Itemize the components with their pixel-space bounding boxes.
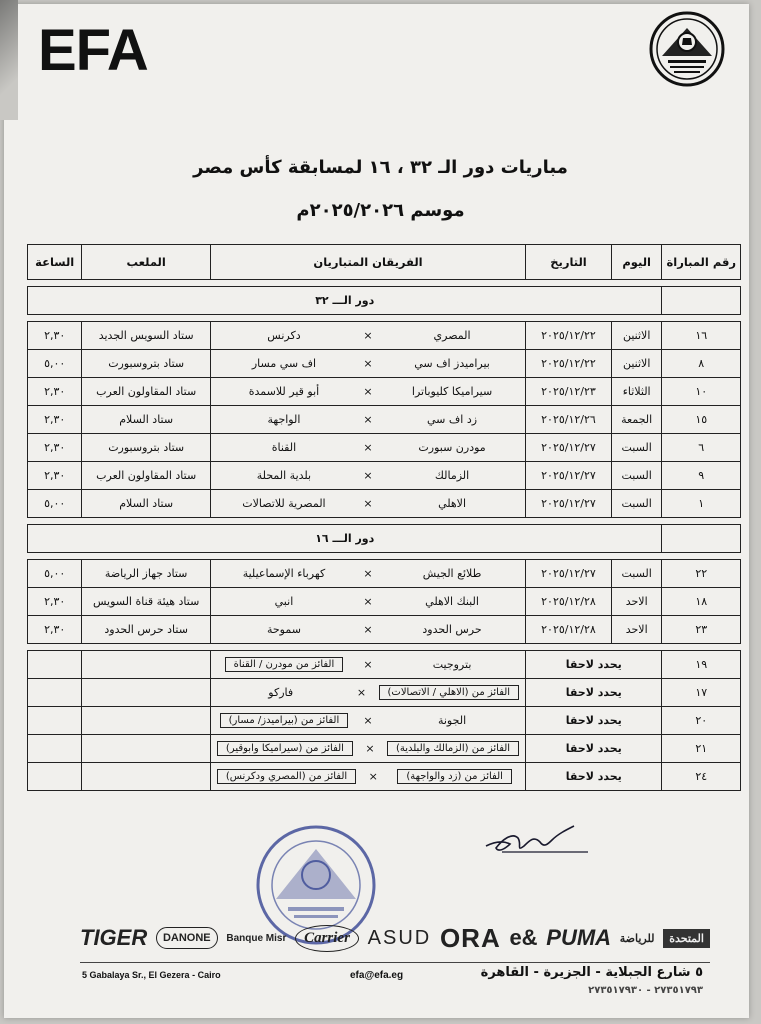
header-time: الساعة — [28, 245, 82, 280]
home-team — [379, 413, 525, 426]
home-team — [384, 769, 525, 784]
home-team — [379, 714, 525, 727]
match-day: الثلاثاء — [611, 378, 662, 406]
match-day: السبت — [611, 462, 662, 490]
teams-cell — [210, 616, 525, 644]
teams-cell — [210, 378, 525, 406]
away-team — [211, 567, 357, 580]
home-team — [379, 469, 525, 482]
match-day: السبت — [611, 490, 662, 518]
match-number: ١٩ — [662, 651, 741, 679]
match-number: ١ — [662, 490, 741, 518]
away-team — [211, 713, 357, 728]
table-row — [28, 378, 741, 406]
away-team-name: الفائز من (المصري ودكرنس) — [217, 769, 356, 784]
teams-cell — [210, 679, 525, 707]
match-day: السبت — [611, 434, 662, 462]
stadium-empty — [82, 763, 211, 791]
match-number: ٢٤ — [662, 763, 741, 791]
match-number: ٢٢ — [662, 560, 741, 588]
match-date: ٢٠٢٥/١٢/٢٦ — [526, 406, 612, 434]
round-32-heading-row — [28, 287, 741, 315]
away-team — [211, 469, 357, 482]
table-row — [28, 322, 741, 350]
away-team-name: اف سي مسار — [251, 357, 317, 370]
header-date: التاريخ — [526, 245, 612, 280]
sponsor-mottahida: المتحدة — [663, 929, 710, 948]
versus-mark: × — [363, 469, 373, 482]
stadium-empty — [82, 651, 211, 679]
versus-mark: × — [363, 357, 373, 370]
away-team — [211, 686, 351, 699]
home-team-name: بيراميدز اف سي — [414, 357, 490, 370]
match-date: ٢٠٢٥/١٢/٢٧ — [526, 434, 612, 462]
table-row — [28, 406, 741, 434]
kickoff-time: ٢,٣٠ — [28, 378, 82, 406]
round-16-rows — [28, 560, 741, 644]
round-32-rows — [28, 322, 741, 518]
sponsor-danone: DANONE — [156, 927, 218, 949]
footer-divider — [80, 962, 710, 963]
sponsor-ora: ORA — [439, 922, 501, 953]
table-row — [28, 735, 741, 763]
home-team — [379, 497, 525, 510]
match-day: الاثنين — [611, 322, 662, 350]
kickoff-time: ٥,٠٠ — [28, 350, 82, 378]
table-row — [28, 490, 741, 518]
teams-cell — [210, 560, 525, 588]
home-team-name: سيراميكا كليوباترا — [411, 385, 493, 398]
versus-mark: × — [365, 742, 375, 755]
tbd-rows — [28, 651, 741, 791]
kickoff-time: ٥,٠٠ — [28, 490, 82, 518]
kickoff-time: ٥,٠٠ — [28, 560, 82, 588]
table-row — [28, 763, 741, 791]
teams-cell — [210, 406, 525, 434]
away-team — [211, 595, 357, 608]
away-team — [211, 385, 357, 398]
table-row — [28, 679, 741, 707]
home-team-name: بتروجيت — [432, 658, 472, 671]
match-day: الاثنين — [611, 350, 662, 378]
kickoff-time-empty — [28, 735, 82, 763]
sponsor-banque-misr: Banque Misr — [226, 932, 287, 944]
table-row — [28, 651, 741, 679]
sponsor-etisalat: e& — [509, 925, 538, 950]
away-team — [211, 769, 362, 784]
match-day: السبت — [611, 560, 662, 588]
kickoff-time: ٢,٣٠ — [28, 616, 82, 644]
away-team — [211, 741, 359, 756]
match-number: ١٠ — [662, 378, 741, 406]
match-number: ١٧ — [662, 679, 741, 707]
stadium-empty — [82, 735, 211, 763]
table-row — [28, 560, 741, 588]
home-team-name: الجونة — [437, 714, 467, 727]
home-team — [379, 329, 525, 342]
home-team — [379, 623, 525, 636]
match-date: ٢٠٢٥/١٢/٢٢ — [526, 350, 612, 378]
table-header-row — [28, 245, 741, 280]
match-number: ٢١ — [662, 735, 741, 763]
versus-mark: × — [368, 770, 378, 783]
away-team-name: الفائز من (سيراميكا وابوقير) — [217, 741, 353, 756]
home-team-name: الزمالك — [434, 469, 470, 482]
away-team-name: الفائز من (بيراميدز/ مسار) — [220, 713, 349, 728]
kickoff-time-empty — [28, 707, 82, 735]
match-day: الاحد — [611, 616, 662, 644]
versus-mark: × — [363, 497, 373, 510]
kickoff-time: ٢,٣٠ — [28, 434, 82, 462]
home-team — [381, 741, 525, 756]
versus-mark: × — [363, 595, 373, 608]
stadium: ستاد جهاز الرياضة — [82, 560, 211, 588]
sponsor-suzuki: ASUD — [367, 926, 432, 949]
match-date: ٢٠٢٥/١٢/٢٧ — [526, 462, 612, 490]
match-day-tbd: يحدد لاحقا — [526, 679, 662, 707]
federation-emblem-icon — [648, 10, 726, 88]
home-team — [379, 385, 525, 398]
sponsor-tiger: TIGER — [80, 925, 148, 950]
page-title: مباريات دور الـ ٣٢ ، ١٦ لمسابقة كأس مصر — [193, 157, 568, 178]
match-day: الاحد — [611, 588, 662, 616]
footer-address-en: 5 Gabalaya Sr., El Gezera - Cairo — [82, 970, 221, 980]
table-row — [28, 434, 741, 462]
match-number: ٨ — [662, 350, 741, 378]
away-team — [211, 357, 357, 370]
footer-email-link[interactable]: efa@efa.eg — [350, 970, 404, 981]
header-day: اليوم — [611, 245, 662, 280]
table-row — [28, 588, 741, 616]
sponsor-carrier: Carrier — [295, 925, 359, 952]
away-team-name: الفائز من مودرن / القناة — [225, 657, 344, 672]
signature — [482, 822, 592, 862]
header-teams: الفريقان المتباريان — [210, 245, 525, 280]
away-team-name: دكرنس — [267, 329, 301, 342]
kickoff-time: ٢,٣٠ — [28, 588, 82, 616]
home-team-name: الفائز من (زد والواجهة) — [397, 769, 512, 784]
home-team — [379, 441, 525, 454]
home-team-name: الفائز من (الاهلي / الاتصالات) — [379, 685, 520, 700]
teams-cell — [210, 735, 525, 763]
match-number: ٦ — [662, 434, 741, 462]
home-team-name: حرس الحدود — [422, 623, 482, 636]
header-match-no: رقم المباراة — [662, 245, 741, 280]
away-team-name: الواجهة — [267, 413, 301, 426]
match-number: ٩ — [662, 462, 741, 490]
table-row — [28, 707, 741, 735]
home-team — [379, 595, 525, 608]
away-team-name: انبي — [274, 595, 294, 608]
teams-cell — [210, 707, 525, 735]
kickoff-time-empty — [28, 651, 82, 679]
home-team-name: مودرن سبورت — [418, 441, 486, 454]
stadium: ستاد بتروسبورت — [82, 434, 211, 462]
round-16-label: دور الـــ ١٦ — [28, 525, 662, 553]
teams-cell — [210, 350, 525, 378]
season-subtitle: موسم ٢٠٢٥/٢٠٢٦م — [296, 200, 465, 221]
stadium: ستاد هيئة قناة السويس — [82, 588, 211, 616]
table-row — [28, 616, 741, 644]
teams-cell — [210, 763, 525, 791]
match-day-tbd: يحدد لاحقا — [526, 707, 662, 735]
sponsor-strip — [80, 918, 710, 958]
round-32-label: دور الـــ ٣٢ — [28, 287, 662, 315]
away-team-name: بلدية المحلة — [256, 469, 312, 482]
header-stadium: الملعب — [82, 245, 211, 280]
stadium: ستاد بتروسبورت — [82, 350, 211, 378]
match-day: الجمعة — [611, 406, 662, 434]
versus-mark: × — [363, 385, 373, 398]
away-team — [211, 497, 357, 510]
versus-mark: × — [363, 658, 373, 671]
footer-phone: ٢٧٣٥١٧٩٣ - ٢٧٣٥١٧٩٣٠ — [588, 985, 703, 996]
kickoff-time: ٢,٣٠ — [28, 462, 82, 490]
versus-mark: × — [363, 413, 373, 426]
teams-cell — [210, 490, 525, 518]
home-team-name: الاهلي — [438, 497, 467, 510]
match-day-tbd: يحدد لاحقا — [526, 735, 662, 763]
away-team-name: كهرباء الإسماعيلية — [242, 567, 326, 580]
teams-cell — [210, 588, 525, 616]
away-team-name: فاركو — [268, 686, 294, 699]
stadium: ستاد المقاولون العرب — [82, 462, 211, 490]
versus-mark: × — [363, 329, 373, 342]
versus-mark: × — [356, 686, 367, 699]
away-team-name: القناة — [271, 441, 297, 454]
match-day-tbd: يحدد لاحقا — [526, 651, 662, 679]
versus-mark: × — [363, 623, 373, 636]
teams-cell — [210, 322, 525, 350]
sponsor-sport: للرياضة — [619, 932, 655, 945]
teams-cell — [210, 651, 525, 679]
away-team — [211, 413, 357, 426]
away-team-name: المصرية للاتصالات — [242, 497, 326, 510]
away-team-name: أبو قير للاسمدة — [248, 385, 320, 398]
away-team — [211, 657, 357, 672]
away-team — [211, 441, 357, 454]
home-team — [379, 567, 525, 580]
stadium: ستاد السلام — [82, 490, 211, 518]
match-number: ١٥ — [662, 406, 741, 434]
schedule-table — [27, 244, 741, 791]
table-row — [28, 350, 741, 378]
home-team — [379, 658, 525, 671]
teams-cell — [210, 434, 525, 462]
home-team-name: طلائع الجيش — [422, 567, 482, 580]
match-date: ٢٠٢٥/١٢/٢٨ — [526, 616, 612, 644]
away-team-name: سموحة — [266, 623, 301, 636]
versus-mark: × — [363, 714, 373, 727]
round-16-heading-row — [28, 525, 741, 553]
match-day-tbd: يحدد لاحقا — [526, 763, 662, 791]
stadium-empty — [82, 679, 211, 707]
stadium: ستاد السويس الجديد — [82, 322, 211, 350]
page-shadow — [0, 0, 18, 120]
home-team-name: زد اف سي — [427, 413, 478, 426]
match-date: ٢٠٢٥/١٢/٢٣ — [526, 378, 612, 406]
teams-cell — [210, 462, 525, 490]
match-date: ٢٠٢٥/١٢/٢٧ — [526, 560, 612, 588]
match-date: ٢٠٢٥/١٢/٢٢ — [526, 322, 612, 350]
home-team — [373, 685, 526, 700]
home-team — [379, 357, 525, 370]
efa-logo: EFA — [38, 18, 148, 83]
sponsor-puma: PUMA — [546, 925, 612, 950]
table-row — [28, 462, 741, 490]
home-team-name: البنك الاهلي — [425, 595, 479, 608]
stadium-empty — [82, 707, 211, 735]
kickoff-time-empty — [28, 679, 82, 707]
kickoff-time: ٢,٣٠ — [28, 322, 82, 350]
versus-mark: × — [363, 441, 373, 454]
match-date: ٢٠٢٥/١٢/٢٨ — [526, 588, 612, 616]
match-number: ٢٠ — [662, 707, 741, 735]
match-number: ٢٣ — [662, 616, 741, 644]
away-team — [211, 329, 357, 342]
match-date: ٢٠٢٥/١٢/٢٧ — [526, 490, 612, 518]
kickoff-time: ٢,٣٠ — [28, 406, 82, 434]
match-number: ١٨ — [662, 588, 741, 616]
home-team-name: المصري — [433, 329, 471, 342]
stadium: ستاد المقاولون العرب — [82, 378, 211, 406]
footer-address-ar: ٥ شارع الجبلاية - الجزيرة - القاهرة — [480, 965, 703, 980]
home-team-name: الفائز من (الزمالك والبلدية) — [387, 741, 519, 756]
stadium: ستاد حرس الحدود — [82, 616, 211, 644]
away-team — [211, 623, 357, 636]
match-number: ١٦ — [662, 322, 741, 350]
versus-mark: × — [363, 567, 373, 580]
kickoff-time-empty — [28, 763, 82, 791]
stadium: ستاد السلام — [82, 406, 211, 434]
